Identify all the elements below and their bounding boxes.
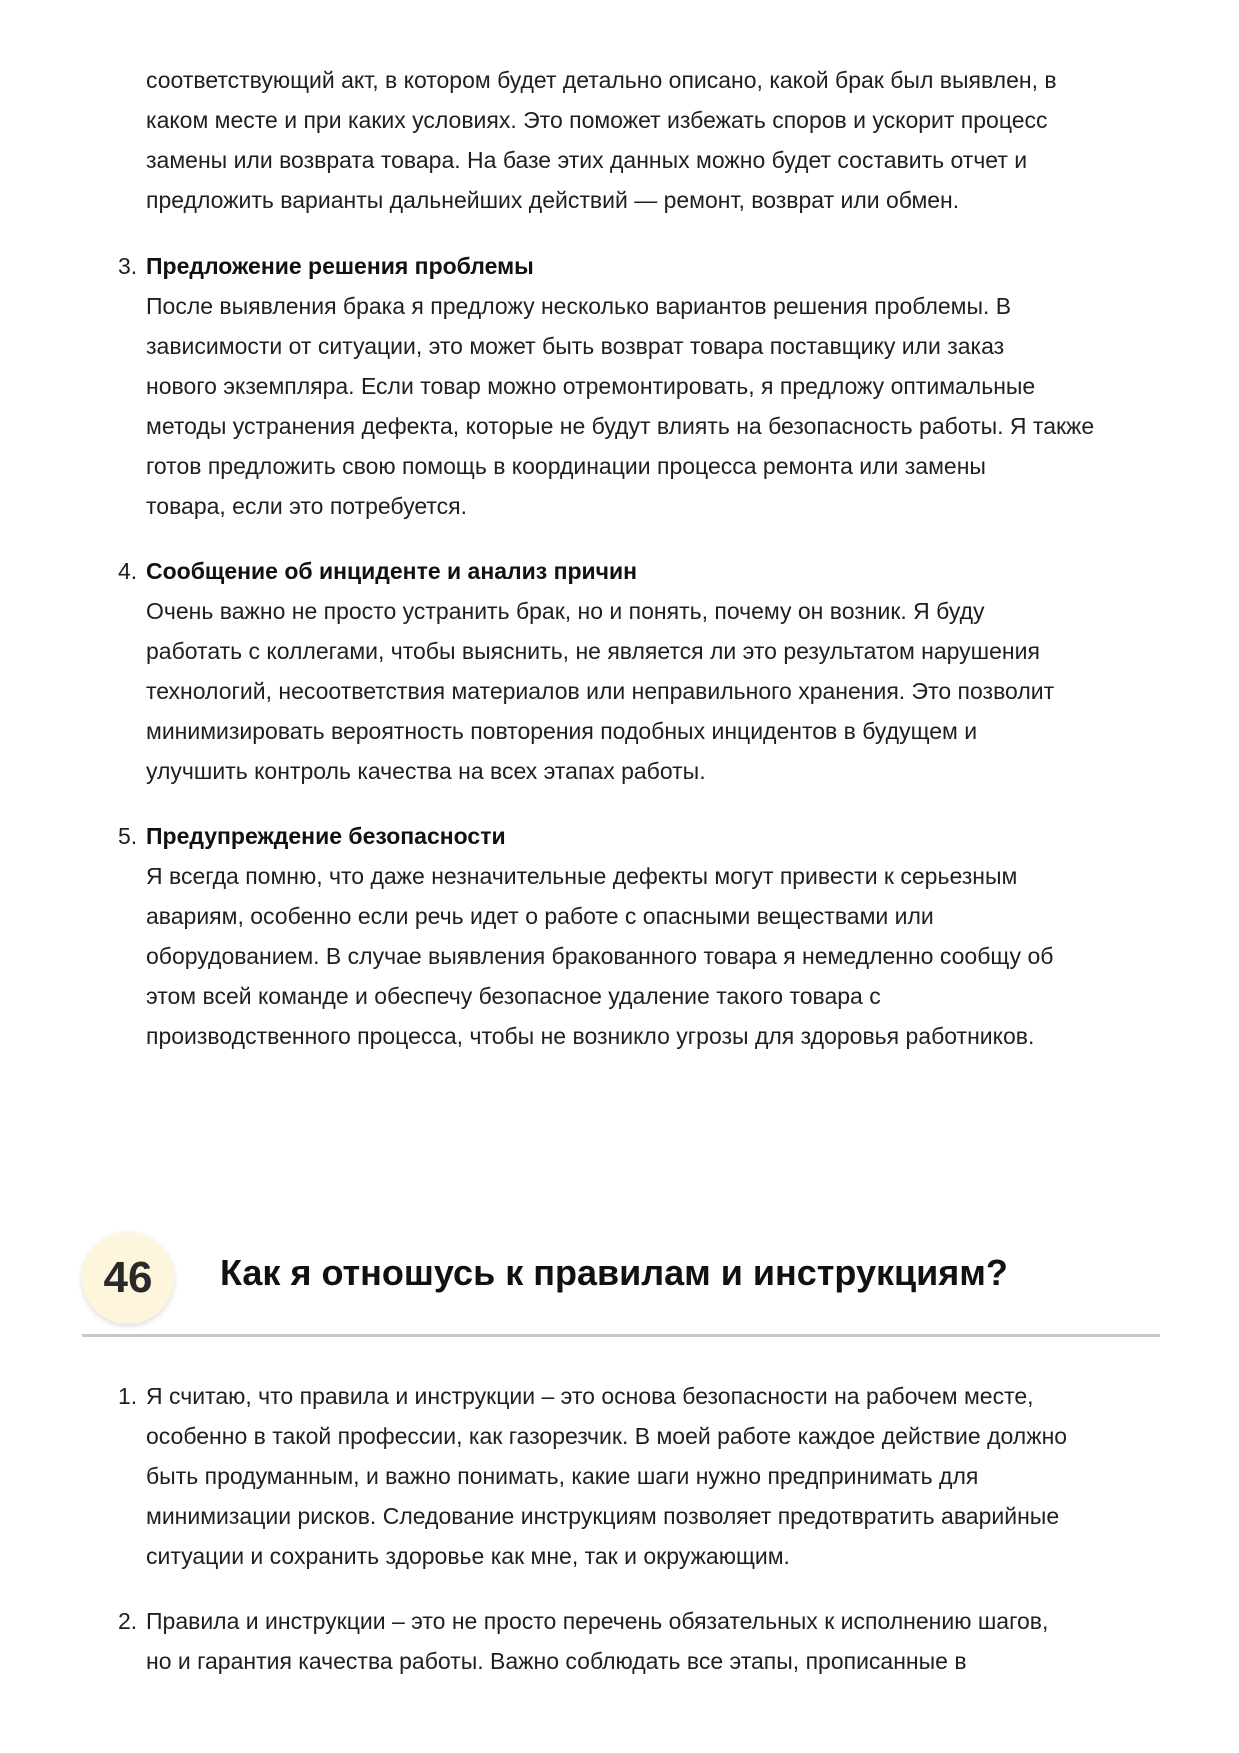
list-item-4 xyxy=(118,551,1158,791)
list-number: 5. xyxy=(118,823,138,849)
list-item-body xyxy=(146,591,1158,791)
text-line: зависимости от ситуации, это может быть возврат товара поставщику или заказ xyxy=(146,333,1005,359)
list-item-body xyxy=(146,1601,1158,1681)
list-item-body xyxy=(146,286,1158,526)
section-list-item-2 xyxy=(118,1601,1158,1681)
text-line: особенно в такой профессии, как газорезчик. В моей работе каждое действие должно xyxy=(146,1423,1068,1449)
section-header xyxy=(82,1228,1160,1338)
text-line: Я считаю, что правила и инструкции – это основа безопасности на рабочем месте, xyxy=(146,1383,1034,1409)
text-line: Правила и инструкции – это не просто перечень обязательных к исполнению шагов, xyxy=(146,1608,1049,1634)
text-line: товара, если это потребуется. xyxy=(146,493,467,519)
list-item-heading: Предупреждение безопасности xyxy=(146,823,506,849)
paragraph-continuation xyxy=(146,60,1156,220)
text-line: авариям, особенно если речь идет о работе с опасными веществами или xyxy=(146,903,934,929)
section-list-item-1 xyxy=(118,1376,1158,1576)
text-line: минимизировать вероятность повторения подобных инцидентов в будущем и xyxy=(146,718,978,744)
list-number: 1. xyxy=(118,1383,138,1409)
section-divider xyxy=(82,1334,1160,1337)
text-line: улучшить контроль качества на всех этапах работы. xyxy=(146,758,706,784)
text-line: технологий, несоответствия материалов или неправильного хранения. Это позволит xyxy=(146,678,1055,704)
list-number: 2. xyxy=(118,1608,138,1634)
text-line: предложить варианты дальнейших действий — ремонт, возврат или обмен. xyxy=(146,187,960,213)
text-line: минимизации рисков. Следование инструкциям позволяет предотвратить аварийные xyxy=(146,1503,1060,1529)
text-line: производственного процесса, чтобы не возникло угрозы для здоровья работников. xyxy=(146,1023,1035,1049)
list-item-3 xyxy=(118,246,1158,526)
text-line: ситуации и сохранить здоровье как мне, так и окружающим. xyxy=(146,1543,790,1569)
text-line: этом всей команде и обеспечу безопасное удаление такого товара с xyxy=(146,983,881,1009)
text-line: но и гарантия качества работы. Важно соблюдать все этапы, прописанные в xyxy=(146,1648,967,1674)
text-line: оборудованием. В случае выявления бракованного товара я немедленно сообщу об xyxy=(146,943,1054,969)
list-item-body xyxy=(146,856,1158,1056)
text-line: нового экземпляра. Если товар можно отремонтировать, я предложу оптимальные xyxy=(146,373,1036,399)
text-line: готов предложить свою помощь в координации процесса ремонта или замены xyxy=(146,453,986,479)
text-line: замены или возврата товара. На базе этих данных можно будет составить отчет и xyxy=(146,147,1028,173)
text-line: методы устранения дефекта, которые не будут влиять на безопасность работы. Я также xyxy=(146,413,1095,439)
text-line: каком месте и при каких условиях. Это поможет избежать споров и ускорит процесс xyxy=(146,107,1048,133)
text-line: После выявления брака я предложу несколько вариантов решения проблемы. В xyxy=(146,293,1012,319)
text-line: Я всегда помню, что даже незначительные дефекты могут привести к серьезным xyxy=(146,863,1018,889)
section-number-badge: 46 xyxy=(82,1232,174,1324)
list-item-5 xyxy=(118,816,1158,1056)
text-line: быть продуманным, и важно понимать, какие шаги нужно предпринимать для xyxy=(146,1463,979,1489)
list-item-heading: Сообщение об инциденте и анализ причин xyxy=(146,558,638,584)
list-item-heading: Предложение решения проблемы xyxy=(146,253,534,279)
list-number: 3. xyxy=(118,253,138,279)
text-line: соответствующий акт, в котором будет детально описано, какой брак был выявлен, в xyxy=(146,67,1057,93)
list-item-body xyxy=(146,1376,1158,1576)
list-number: 4. xyxy=(118,558,138,584)
section-title: Как я отношусь к правилам и инструкциям? xyxy=(220,1252,1008,1293)
text-line: работать с коллегами, чтобы выяснить, не является ли это результатом нарушения xyxy=(146,638,1040,664)
text-line: Очень важно не просто устранить брак, но и понять, почему он возник. Я буду xyxy=(146,598,985,624)
